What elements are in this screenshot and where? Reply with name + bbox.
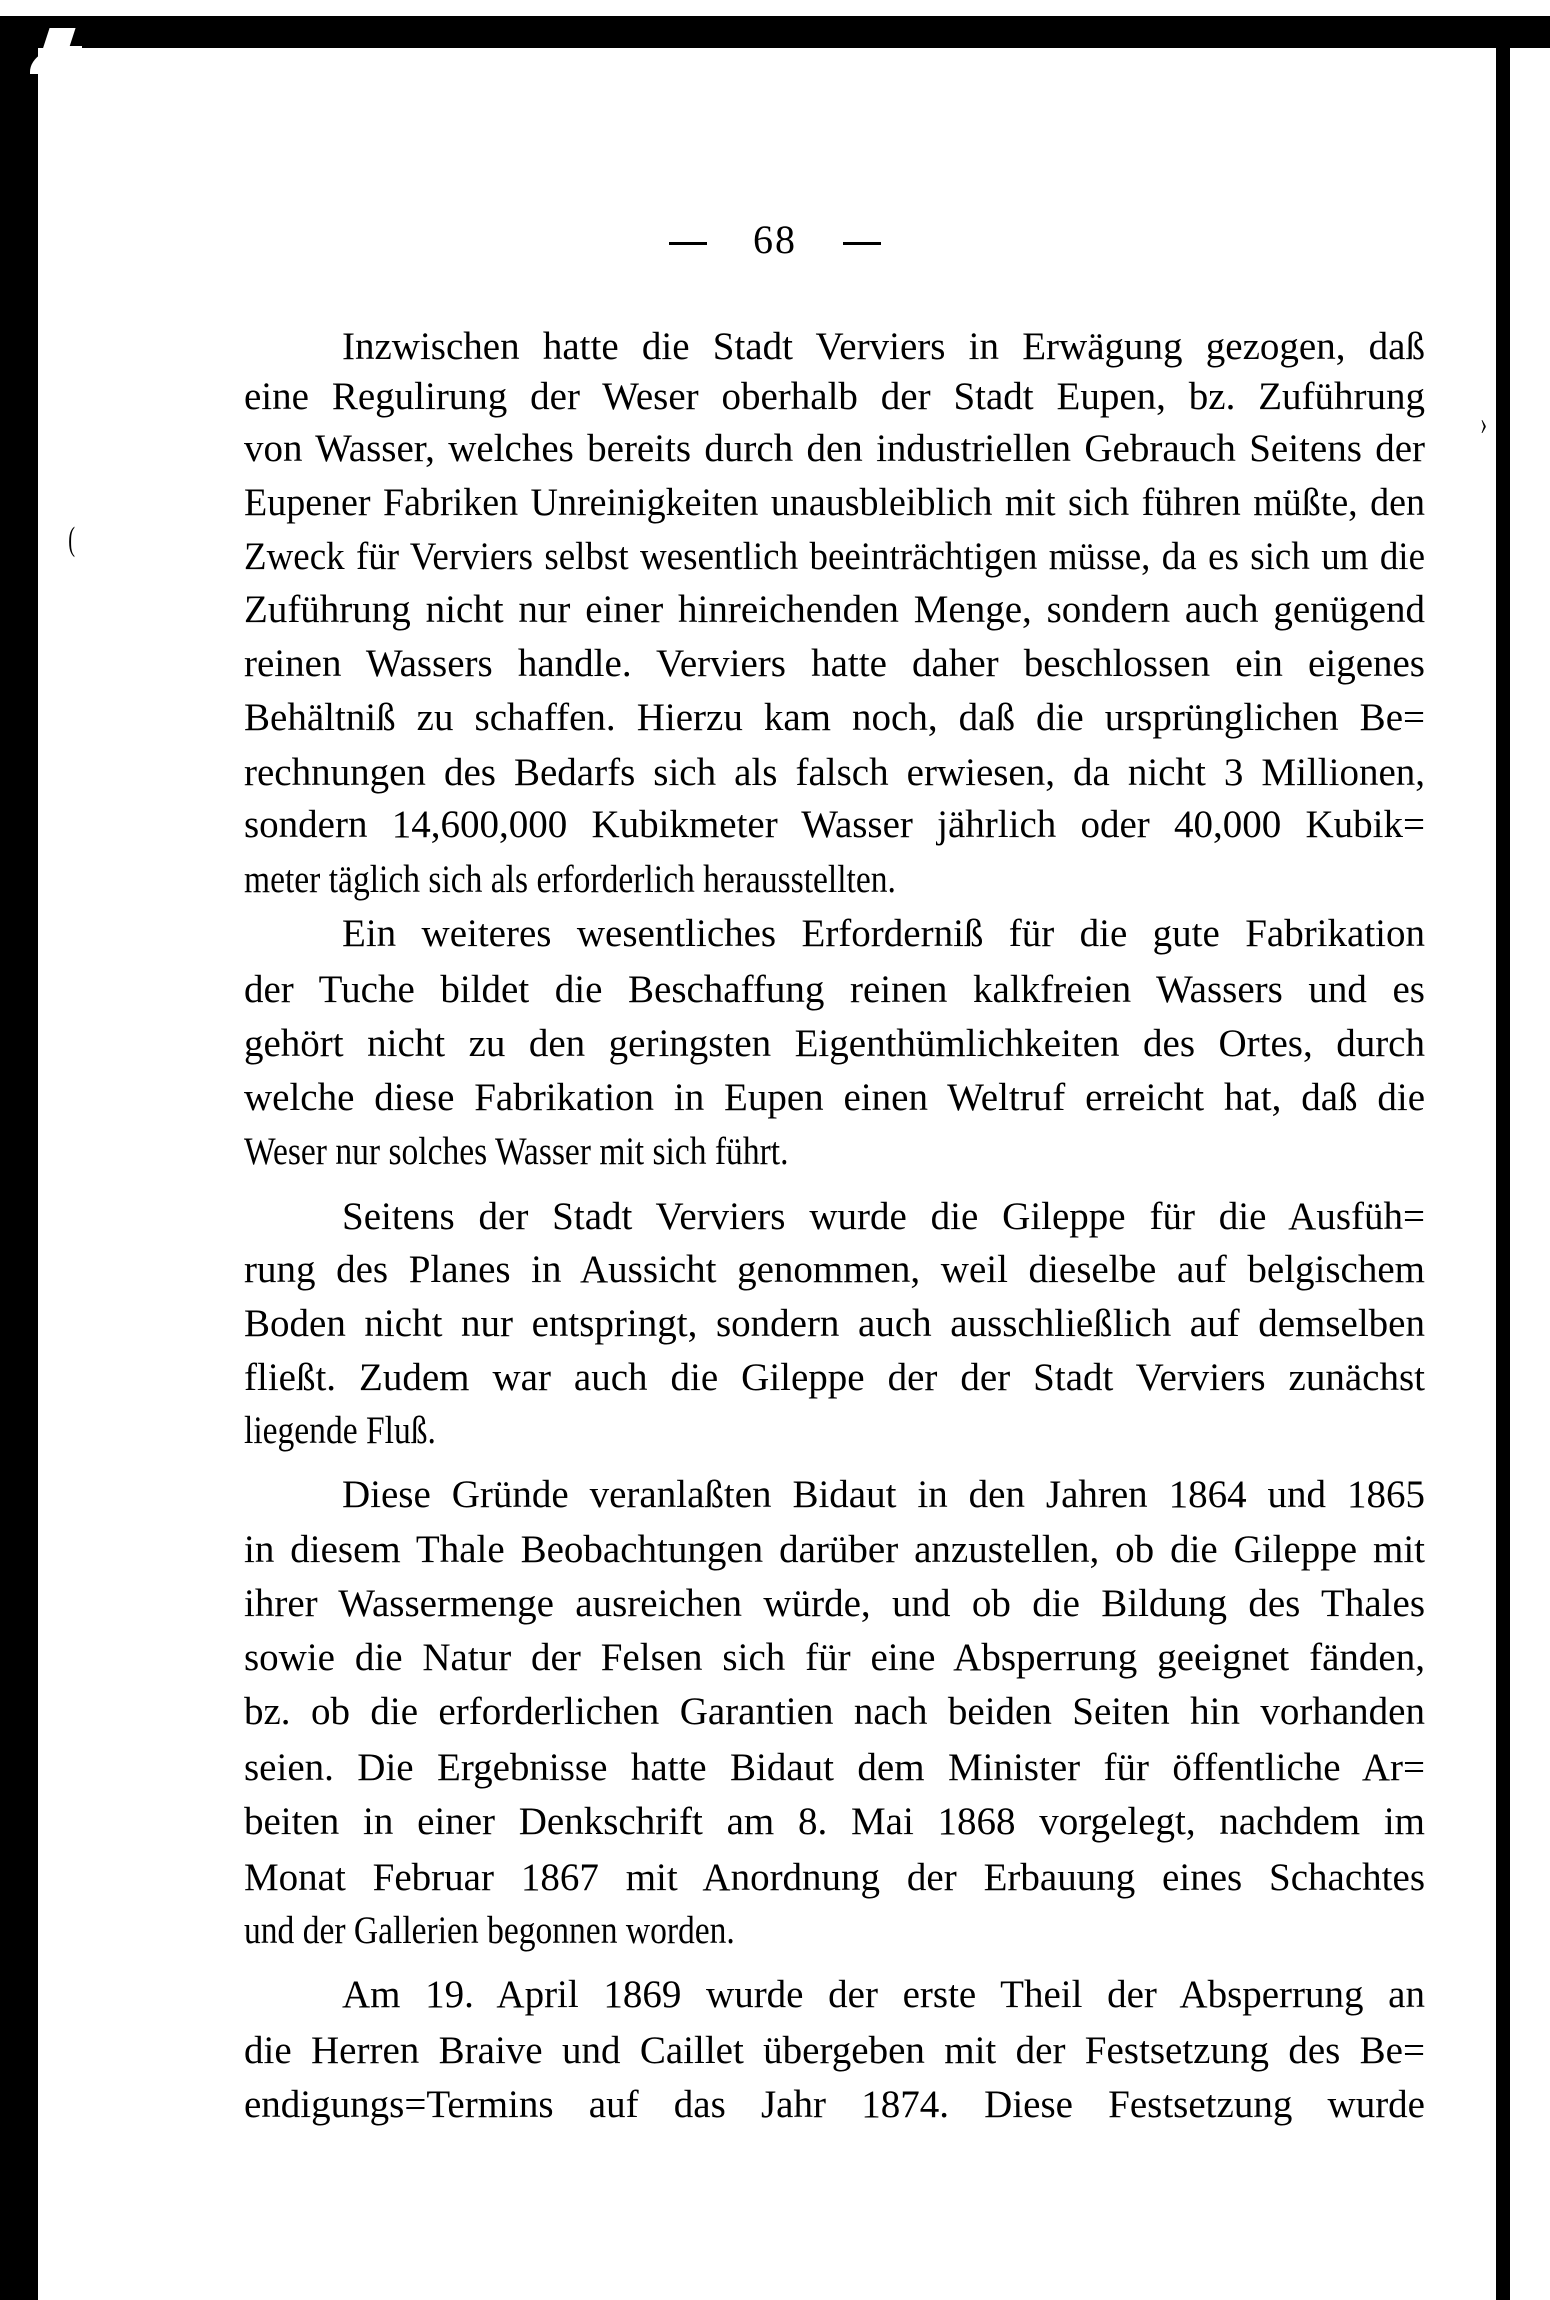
text-line: eine Regulirung der Weser oberhalb der Stadt Eupen, bz. Zuführung [244, 375, 1425, 418]
text-line: gehört nicht zu den geringsten Eigenthümlichkeiten des Ortes, durch [244, 1022, 1425, 1065]
text-line: Boden nicht nur entspringt, sondern auch ausschließlich auf demselben [244, 1302, 1425, 1345]
scan-border-left [0, 16, 38, 2300]
text-line: fließt. Zudem war auch die Gileppe der der Stadt Verviers zunächst [244, 1356, 1425, 1399]
text-line: liegende Fluß. [244, 1409, 436, 1452]
text-line: Diese Gründe veranlaßten Bidaut in den Jahren 1864 und 1865 [342, 1473, 1425, 1516]
text-line: Ein weiteres wesentliches Erforderniß für die gute Fabrikation [342, 912, 1425, 955]
text-line: von Wasser, welches bereits durch den industriellen Gebrauch Seitens der [244, 427, 1425, 470]
text-line: und der Gallerien begonnen worden. [244, 1909, 735, 1952]
text-line: Am 19. April 1869 wurde der erste Theil der Absperrung an [342, 1973, 1425, 2016]
text-line: Zweck für Verviers selbst wesentlich beeinträchtigen müsse, da es sich um die [244, 535, 1425, 578]
text-line: Eupener Fabriken Unreinigkeiten unausbleiblich mit sich führen müßte, den [244, 481, 1425, 524]
page-number-dash-left [669, 242, 707, 245]
text-line: Weser nur solches Wasser mit sich führt. [244, 1130, 789, 1173]
text-line: Monat Februar 1867 mit Anordnung der Erbauung eines Schachtes [244, 1856, 1425, 1899]
text-line: meter täglich sich als erforderlich herausstellten. [244, 858, 896, 901]
text-line: endigungs=Termins auf das Jahr 1874. Diese Festsetzung wurde [244, 2083, 1425, 2126]
text-line: reinen Wassers handle. Verviers hatte daher beschlossen ein eigenes [244, 642, 1425, 685]
text-line: sondern 14,600,000 Kubikmeter Wasser jährlich oder 40,000 Kubik= [244, 803, 1425, 846]
margin-mark: ( [68, 521, 76, 558]
text-line: Seitens der Stadt Verviers wurde die Gileppe für die Ausfüh= [342, 1195, 1425, 1238]
text-line: die Herren Braive und Caillet übergeben mit der Festsetzung des Be= [244, 2029, 1425, 2072]
margin-mark: › [1480, 405, 1488, 442]
text-line: seien. Die Ergebnisse hatte Bidaut dem Minister für öffentliche Ar= [244, 1746, 1425, 1789]
page-number-value: 68 [753, 217, 797, 262]
text-line: sowie die Natur der Felsen sich für eine Absperrung geeignet fänden, [244, 1636, 1425, 1679]
scan-border-right [1496, 44, 1510, 2300]
scan-border-top [0, 16, 1550, 48]
text-line: Zuführung nicht nur einer hinreichenden Menge, sondern auch genügend [244, 588, 1425, 631]
page-number [0, 218, 1550, 262]
page-number-dash-right [843, 242, 881, 245]
text-line: bz. ob die erforderlichen Garantien nach beiden Seiten hin vorhanden [244, 1690, 1425, 1733]
text-line: in diesem Thale Beobachtungen darüber anzustellen, ob die Gileppe mit [244, 1528, 1425, 1571]
text-line: Behältniß zu schaffen. Hierzu kam noch, daß die ursprünglichen Be= [244, 696, 1425, 739]
text-line: der Tuche bildet die Beschaffung reinen kalkfreien Wassers und es [244, 968, 1425, 1011]
text-line: beiten in einer Denkschrift am 8. Mai 1868 vorgelegt, nachdem im [244, 1800, 1425, 1843]
text-line: ihrer Wassermenge ausreichen würde, und ob die Bildung des Thales [244, 1582, 1425, 1625]
text-line: Inzwischen hatte die Stadt Verviers in Erwägung gezogen, daß [342, 325, 1425, 368]
text-line: welche diese Fabrikation in Eupen einen Weltruf erreicht hat, daß die [244, 1076, 1425, 1119]
text-line: rung des Planes in Aussicht genommen, weil dieselbe auf belgischem [244, 1248, 1425, 1291]
text-line: rechnungen des Bedarfs sich als falsch erwiesen, da nicht 3 Millionen, [244, 751, 1425, 794]
